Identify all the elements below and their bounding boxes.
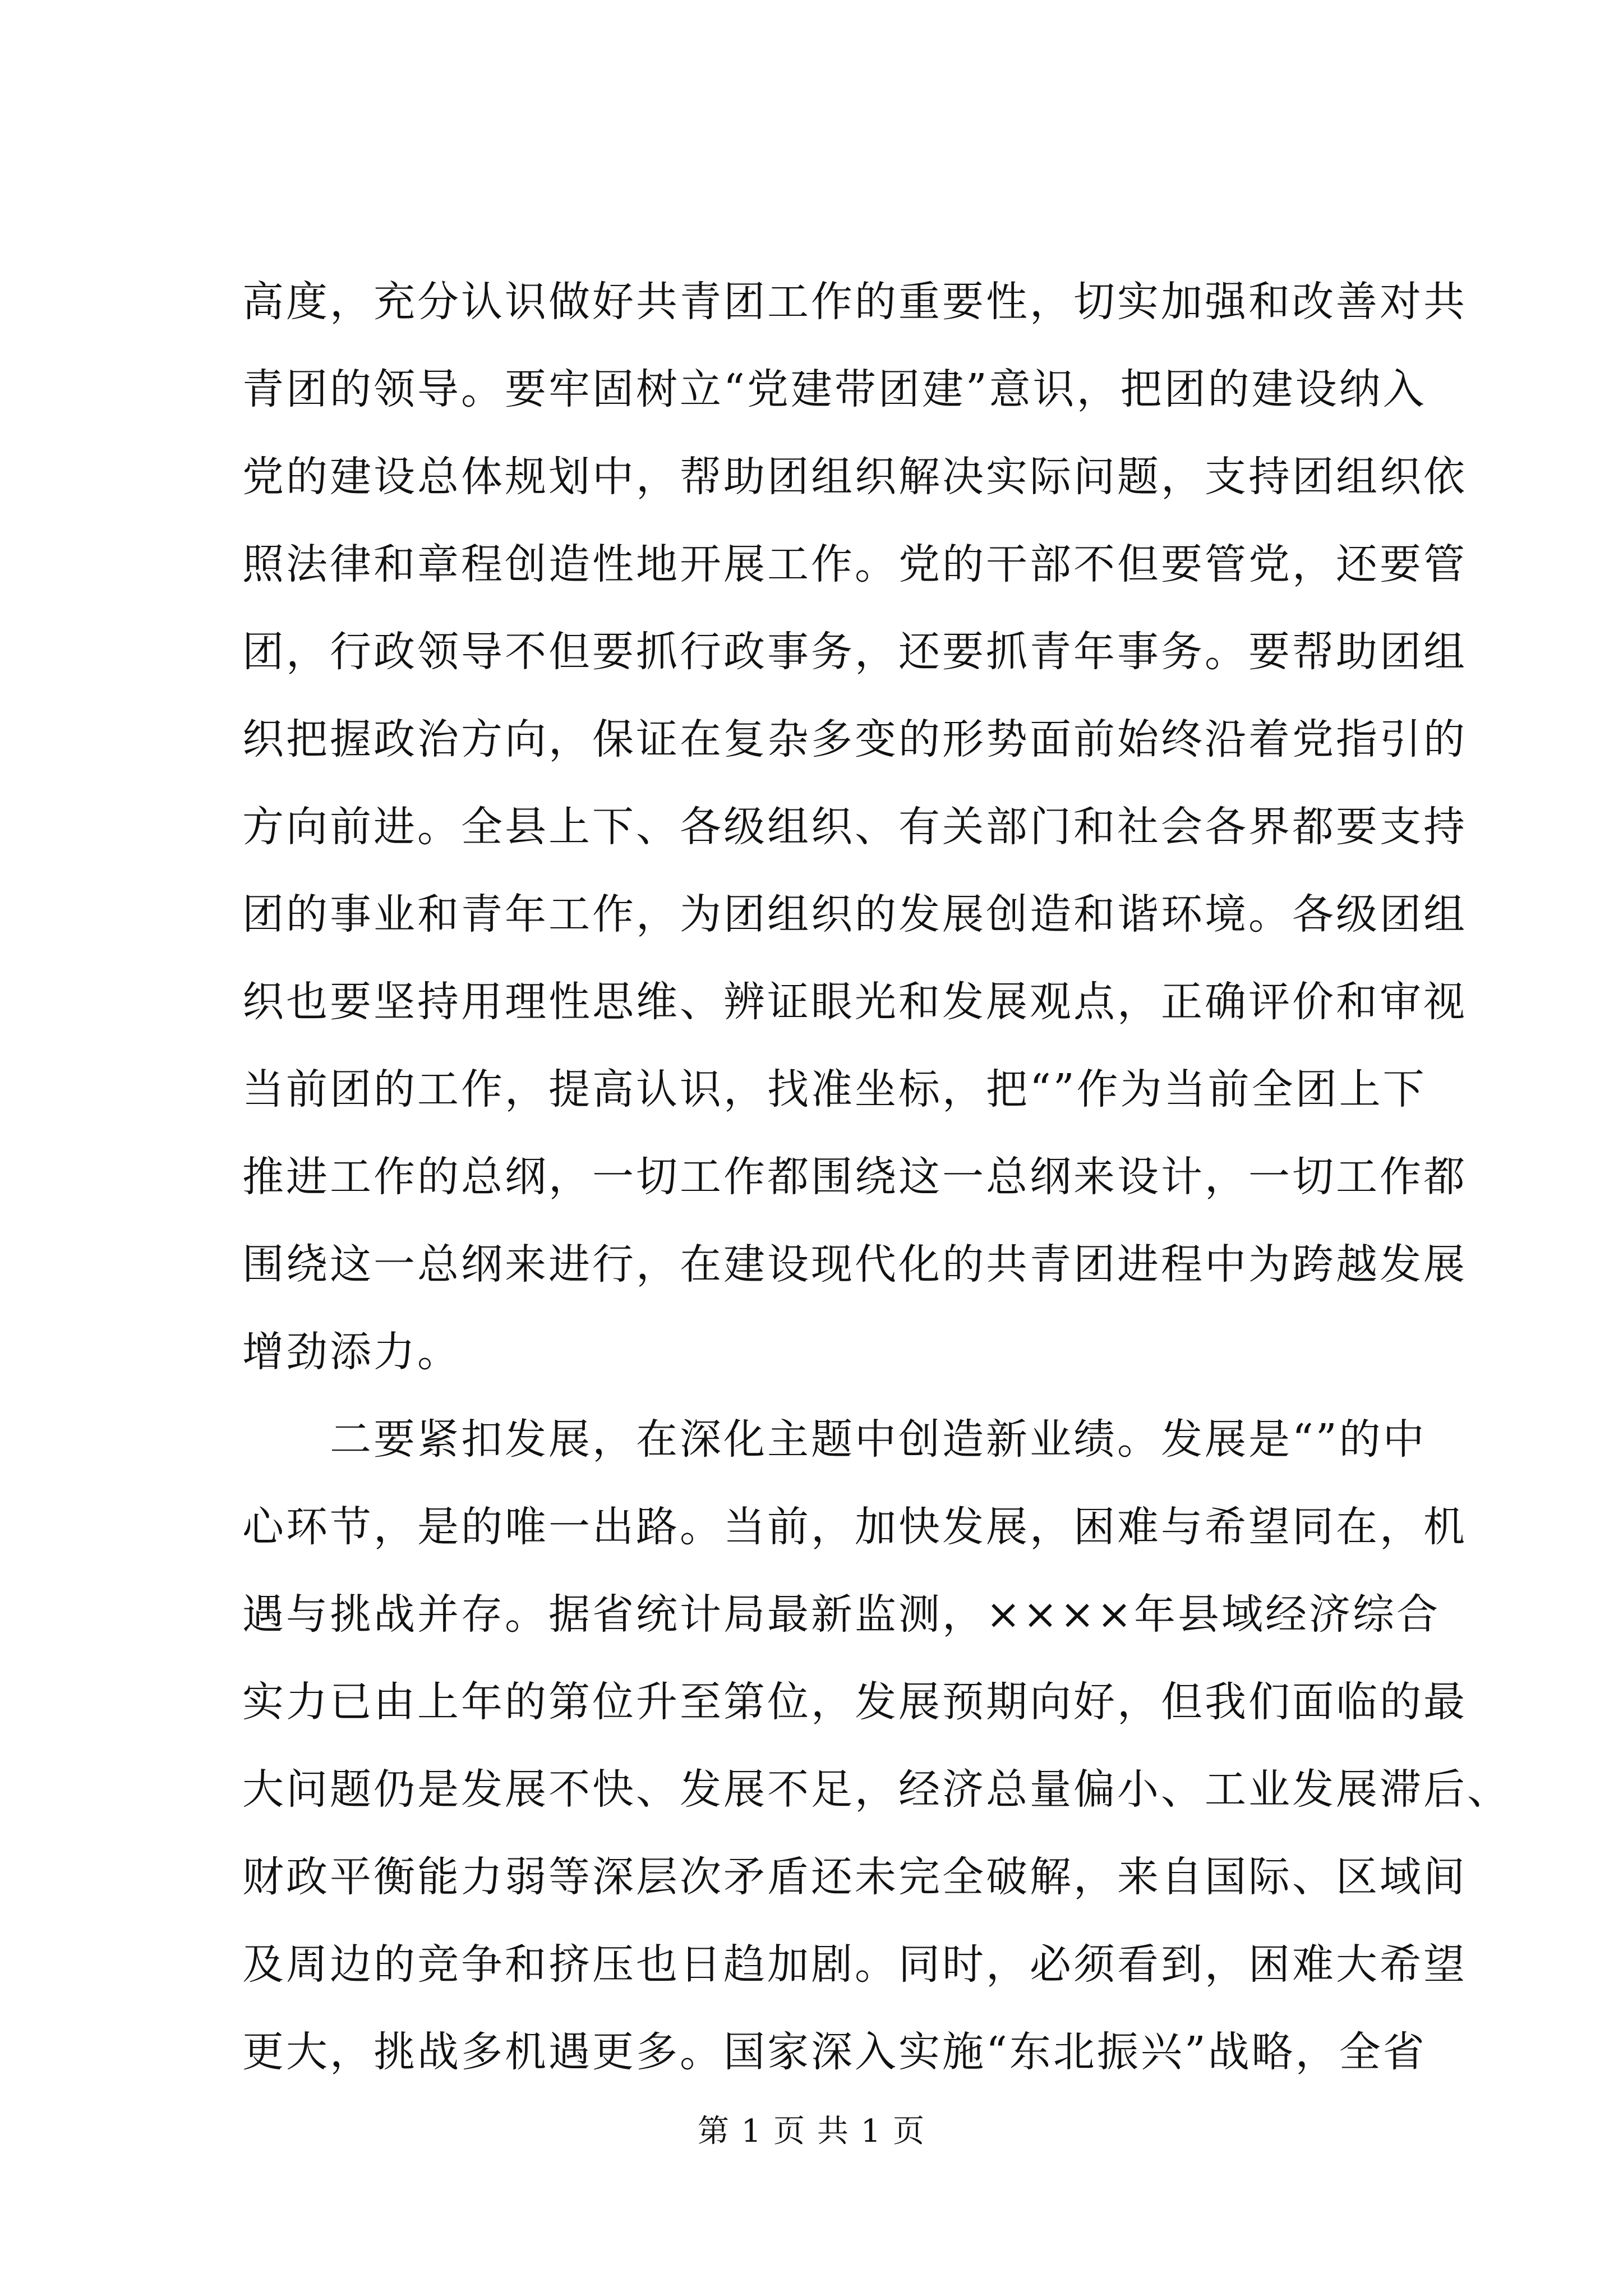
text-line: 当前团的工作，提高认识，找准坐标，把“”作为当前全团上下 bbox=[242, 1065, 1427, 1114]
page-footer: 第 1 页 共 1 页 bbox=[697, 2113, 926, 2150]
text-line: 及周边的竞争和挤压也日趋加剧。同时，必须看到，困难大希望 bbox=[242, 1940, 1467, 1989]
text-line: 织也要坚持用理性思维、辨证眼光和发展观点，正确评价和审视 bbox=[242, 978, 1467, 1026]
text-line: 围绕这一总纲来进行，在建设现代化的共青团进程中为跨越发展 bbox=[242, 1240, 1467, 1289]
text-line: 照法律和章程创造性地开展工作。党的干部不但要管党，还要管 bbox=[242, 540, 1467, 588]
text-line: 团，行政领导不但要抓行政事务，还要抓青年事务。要帮助团组 bbox=[242, 628, 1467, 676]
text-line: 团的事业和青年工作，为团组织的发展创造和谐环境。各级团组 bbox=[242, 890, 1467, 938]
text-line: 党的建设总体规划中，帮助团组织解决实际问题，支持团组织依 bbox=[242, 453, 1467, 501]
text-line: 心环节，是的唯一出路。当前，加快发展，困难与希望同在，机 bbox=[242, 1503, 1467, 1551]
text-line: 更大，挑战多机遇更多。国家深入实施“东北振兴”战略，全省 bbox=[242, 2028, 1427, 2076]
text-line: 遇与挑战并存。据省统计局最新监测，××××年县域经济综合 bbox=[242, 1590, 1441, 1639]
text-line: 推进工作的总纲，一切工作都围绕这一总纲来设计，一切工作都 bbox=[242, 1153, 1467, 1201]
text-line: 大问题仍是发展不快、发展不足，经济总量偏小、工业发展滞后、 bbox=[242, 1765, 1511, 1814]
text-line-paragraph-start: 二要紧扣发展，在深化主题中创造新业绩。发展是“”的中 bbox=[330, 1415, 1427, 1464]
text-line-paragraph-end: 增劲添力。 bbox=[242, 1328, 461, 1376]
text-line: 青团的领导。要牢固树立“党建带团建”意识，把团的建设纳入 bbox=[242, 365, 1427, 413]
body-text bbox=[242, 258, 1511, 2096]
text-line: 财政平衡能力弱等深层次矛盾还未完全破解，来自国际、区域间 bbox=[242, 1853, 1467, 1901]
text-line: 实力已由上年的第位升至第位，发展预期向好，但我们面临的最 bbox=[242, 1678, 1467, 1726]
text-line: 织把握政治方向，保证在复杂多变的形势面前始终沿着党指引的 bbox=[242, 715, 1467, 763]
text-line: 高度，充分认识做好共青团工作的重要性，切实加强和改善对共 bbox=[242, 278, 1467, 326]
text-line: 方向前进。全县上下、各级组织、有关部门和社会各界都要支持 bbox=[242, 803, 1467, 851]
